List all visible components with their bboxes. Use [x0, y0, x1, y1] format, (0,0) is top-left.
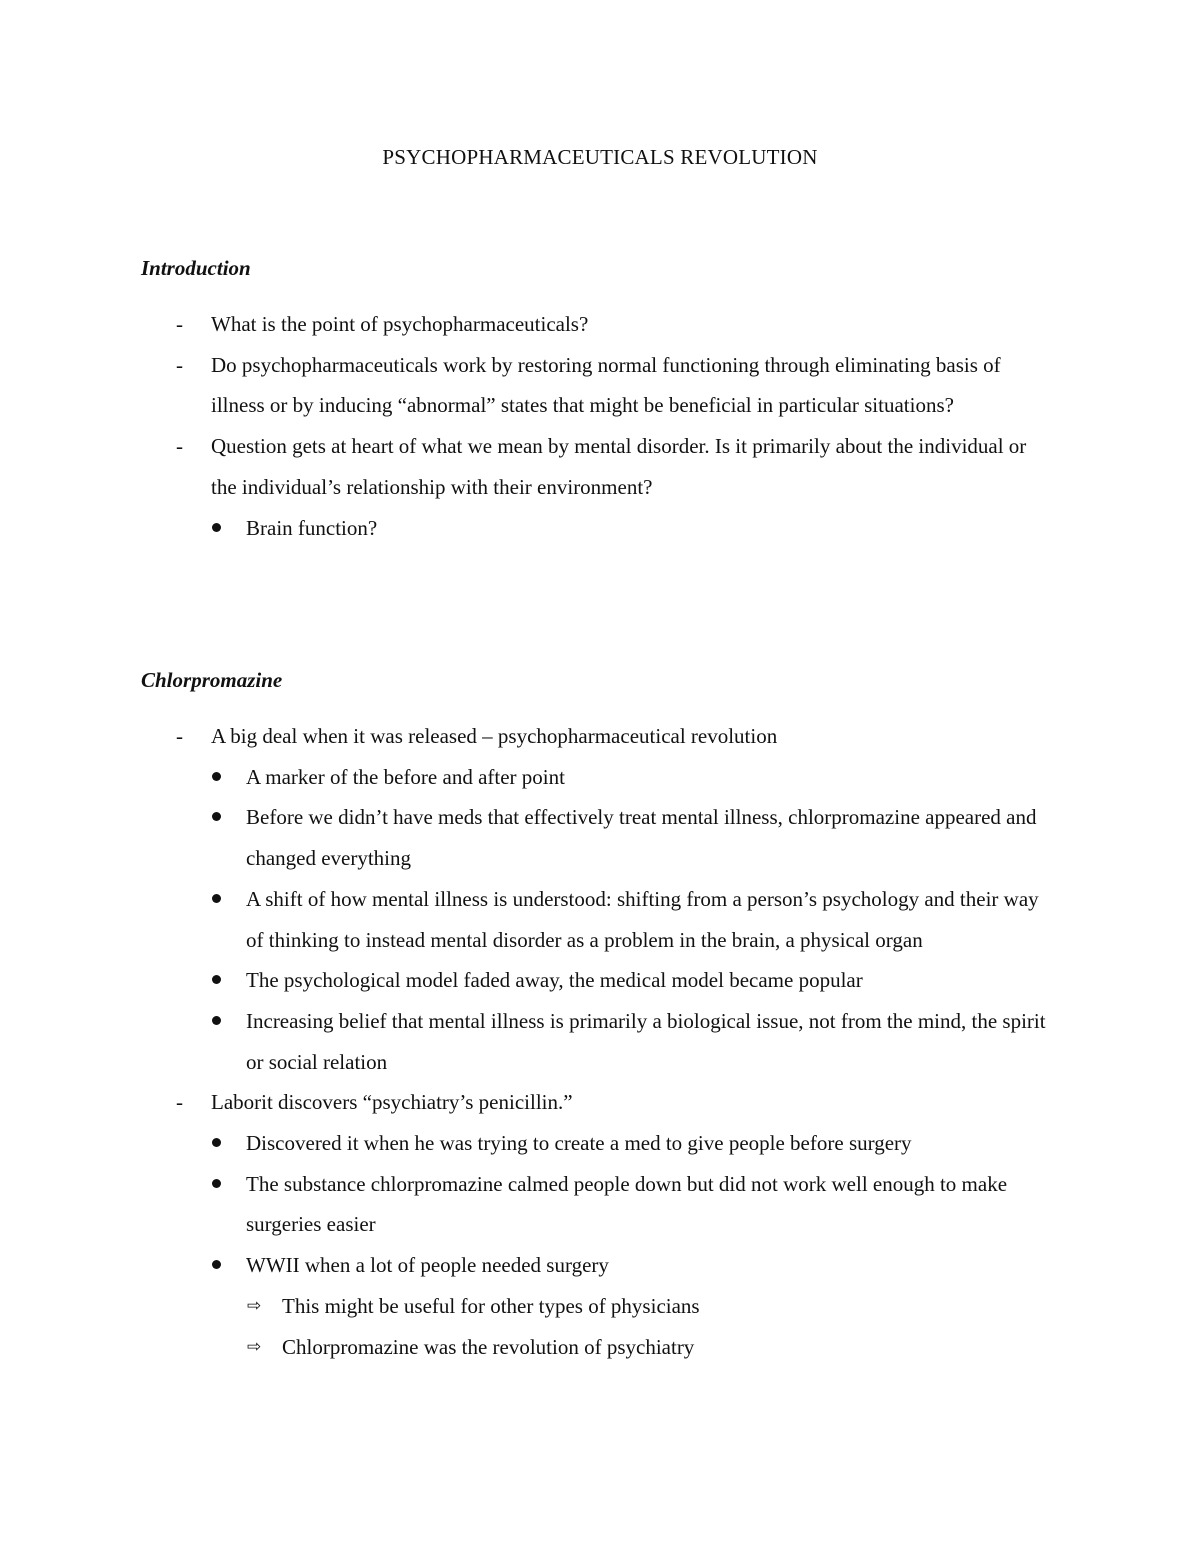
list-item [0, 345, 1200, 426]
bullet-icon [212, 523, 221, 532]
bullet-icon [212, 772, 221, 781]
dash-marker: - [176, 434, 183, 459]
list-item [0, 304, 1200, 345]
list-item-text: A shift of how mental illness is understood: shifting from a person’s psychology and their way of thinking to instead mental disorder as a problem in the brain, a physical organ [246, 886, 1039, 952]
dash-marker: - [176, 1090, 183, 1115]
list-item [0, 797, 1200, 878]
section-heading-chlorpromazine: Chlorpromazine [141, 668, 283, 692]
list-item-text: Do psychopharmaceuticals work by restoring normal functioning through eliminating basis of illness or by inducing “abnormal” states that might be beneficial in particular situations? [211, 352, 1001, 418]
document-title: PSYCHOPHARMACEUTICALS REVOLUTION [382, 145, 818, 169]
dash-marker: - [176, 724, 183, 748]
bullet-icon [212, 812, 221, 821]
list-item [0, 879, 1200, 960]
bullet-icon [212, 1016, 221, 1025]
arrow-right-icon: ⇨ [247, 1295, 262, 1316]
list-item [0, 426, 1200, 507]
list-item-text: WWII when a lot of people needed surgery [246, 1253, 609, 1278]
dash-marker: - [176, 312, 183, 336]
list-item [0, 1164, 1200, 1245]
list-item-text: Laborit discovers “psychiatry’s penicillin.” [211, 1090, 573, 1115]
list-item-text: A big deal when it was released – psychopharmaceutical revolution [211, 724, 778, 748]
bullet-icon [212, 975, 221, 984]
introduction-list [0, 304, 1200, 548]
bullet-icon [212, 1179, 221, 1188]
section-heading-introduction: Introduction [141, 256, 251, 280]
list-item [0, 1123, 1200, 1164]
list-item-text: The substance chlorpromazine calmed people down but did not work well enough to make surgeries easier [246, 1171, 1008, 1237]
list-item [0, 757, 1200, 798]
list-item-text: Increasing belief that mental illness is primarily a biological issue, not from the mind, the spirit or social relation [246, 1008, 1046, 1074]
chlorpromazine-list [0, 716, 1200, 1367]
list-item-text: Brain function? [246, 515, 378, 540]
list-item [0, 508, 1200, 549]
list-item [0, 1245, 1200, 1286]
list-item [0, 1001, 1200, 1082]
list-item-text: Discovered it when he was trying to create a med to give people before surgery [246, 1131, 912, 1156]
list-item-text: Chlorpromazine was the revolution of psychiatry [282, 1334, 695, 1359]
bullet-icon [212, 894, 221, 903]
dash-marker: - [176, 352, 183, 377]
list-item [0, 1327, 1200, 1368]
bullet-icon [212, 1260, 221, 1269]
list-item-text: What is the point of psychopharmaceuticals? [211, 312, 589, 336]
list-item-text: A marker of the before and after point [246, 764, 565, 789]
arrow-right-icon: ⇨ [247, 1336, 262, 1357]
list-item-text: Before we didn’t have meds that effectively treat mental illness, chlorpromazine appeared and changed everything [246, 805, 1037, 871]
list-item [0, 1082, 1200, 1123]
bullet-icon [212, 1138, 221, 1147]
list-item-text: Question gets at heart of what we mean by mental disorder. Is it primarily about the individual or the individual’s relationship with their environment? [211, 434, 1027, 499]
list-item [0, 1286, 1200, 1327]
list-item [0, 716, 1200, 757]
list-item-text: This might be useful for other types of physicians [282, 1293, 700, 1318]
list-item-text: The psychological model faded away, the medical model became popular [246, 968, 863, 993]
list-item [0, 960, 1200, 1001]
